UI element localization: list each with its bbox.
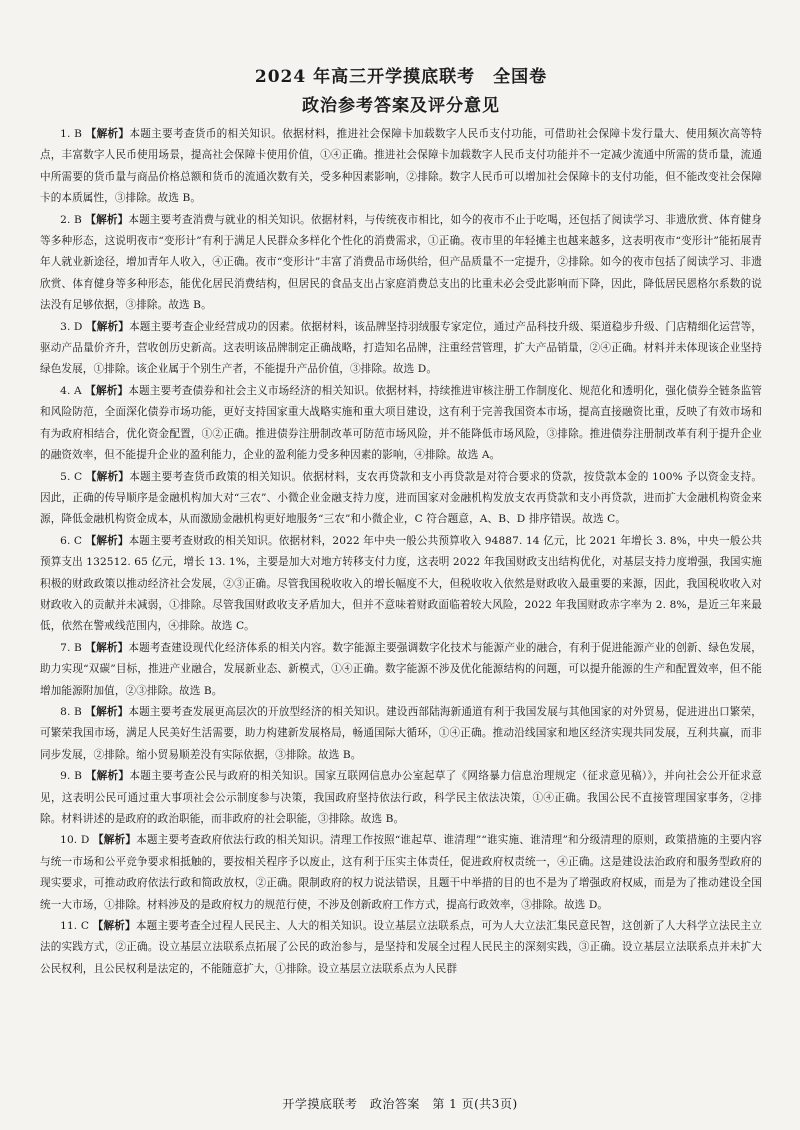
analysis-tag: 【解析】 — [86, 320, 129, 333]
analysis-text: 本题主要考查政府依法行政的相关知识。清理工作按照“谁起草、谁清理”“谁实施、谁清理”和分级清理的原则，政策措施的主要内容与统一市场和公平竞争要求相抵触的，要按相关程序予以废止，这有利于压实主体责任，促进政府权责统一，④正确。这是建设法治政府和服务型政府的现实要求，可推动政府依法行政和简政放权，②正确。限制政府的权力说法错误，且题干中举措的目的也不是为了增强政府权威，而是为了推动建设全国统一大市场，①排除。材料涉及的是政府权力的规范行使，不涉及创新政府工作方式，提高行政效率，③排除。故选 D。 — [40, 834, 762, 911]
analysis-text: 本题主要考查债券和社会主义市场经济的相关知识。依据材料，持续推进审核注册工作制度化、规范化和透明化，强化债券全链条监管和风险防范，全面深化债券市场功能，更好支持国家重大战略实施和重大项目建设，这有利于完善我国资本市场，提高直接融资比重，反映了有效市场和有为政府相结合，优化资金配置，①②正确。推进债券注册制改革可防范市场风险，并不能降低市场风险，③排除。推进债券注册制改革有利于提升企业的融资效率，但不能提升企业的盈利能力，企业的盈利能力受多种因素的影响，④排除。故选 A。 — [40, 384, 763, 462]
answer-item-5 — [40, 467, 762, 531]
answer-item-11 — [40, 916, 762, 980]
answer-number: 2. B — [60, 213, 82, 226]
answer-item-6 — [40, 531, 762, 638]
analysis-text: 本题主要考查货币的相关知识。依据材料，推进社会保障卡加载数字人民币支付功能，可借助社会保障卡发行量大、使用频次高等特点，丰富数字人民币使用场景，提高社会保障卡使用价值，①④正确。推进社会保障卡加载数字人民币支付功能并不一定减少流通中所需的货币量，流通中所需要的货币量与商品价格总额和货币的流通次数有关，受多种因素影响，②排除。数字人民币可以增加社会保障卡的支付功能，但不能改变社会保障卡的本质属性，③排除。故选 B。 — [40, 128, 763, 205]
analysis-tag: 【解析】 — [85, 641, 129, 654]
answer-number: 8. B — [60, 705, 82, 718]
analysis-tag: 【解析】 — [85, 534, 129, 547]
answer-number: 1. B — [60, 128, 83, 140]
answer-item-2 — [40, 210, 762, 317]
answer-item-9 — [40, 766, 762, 830]
analysis-tag: 【解析】 — [85, 128, 130, 140]
answer-number: 6. C — [60, 534, 83, 547]
answer-number: 4. A — [60, 384, 82, 397]
page-subtitle: 政治参考答案及评分意见 — [302, 96, 500, 116]
answer-item-7 — [40, 638, 762, 702]
answer-item-4 — [40, 381, 762, 467]
analysis-text: 本题主要考查全过程人民民主、人大的相关知识。设立基层立法联系点，可为人大立法汇集民意民智，这创新了人大科学立法民主立法的实践方式，②正确。设立基层立法联系点拓展了公民的政治参与，是坚持和发展全过程人民民主的深刻实践，③正确。设立基层立法联系点并未扩大公民权利，且公民权利是法定的，不能随意扩大，①排除。设立基层立法联系点为人民群 — [40, 920, 763, 975]
analysis-tag: 【解析】 — [92, 920, 136, 933]
answer-number: 10. D — [60, 834, 90, 847]
analysis-text: 本题主要考查企业经营成功的因素。依据材料，该品牌坚持羽绒服专家定位，通过产品科技升级、渠道稳步升级、门店精细化运营等，驱动产品量价齐升，营收创历史新高。这表明该品牌制定正确战略，打造知名品牌，注重经营管理，扩大产品销量，②④正确。材料并未体现该企业坚持绿色发展，①排除。该企业属于个别生产者，不能提升产品价值，③排除。故选 D。 — [40, 320, 762, 376]
answer-number: 11. C — [60, 920, 90, 933]
analysis-tag: 【解析】 — [92, 834, 137, 847]
answer-item-10 — [40, 830, 762, 916]
analysis-text: 本题主要考查货币政策的相关知识。依据材料，支农再贷款和支小再贷款是对符合要求的贷款，按贷款本金的 100% 予以资金支持。因此，正确的传导顺序是金融机构加大对“三农”、小微企业金融支持力度，进而国家对金融机构发放支农再贷款和支小再贷款，进而扩大金融机构资金来源，降低金融机构资金成本，从而激励金融机构更好地服务“三农”和小微企业，C 符合题意，A、B、D 排序错误。故选 C。 — [40, 470, 763, 526]
analysis-text: 本题主要考查消费与就业的相关知识。依据材料，与传统夜市相比，如今的夜市不止于吃喝，还包括了阅读学习、非遗欣赏、体育健身等多种形态，这说明夜市“变形计”有利于满足人民群众多样化个性化的消费需求，①正确。夜市里的年轻摊主也越来越多，这表明夜市“变形计”能拓展青年人就业新途径，增加青年人收入，④正确。夜市“变形计”丰富了消费品市场供给，但产品质量不一定提升，②排除。如今的夜市包括了阅读学习、非遗欣赏、体育健身等多种形态，能优化居民消费结构，但居民的食品支出占家庭消费总支出的比重未必会受此影响而下降，因此，降低居民恩格尔系数的说法没有足够依据，③排除。故选 B。 — [40, 213, 762, 312]
page-title: 2024 年高三开学摸底联考 全国卷 — [254, 67, 548, 87]
analysis-tag: 【解析】 — [85, 213, 129, 226]
answer-item-1 — [40, 124, 762, 210]
answer-number: 5. C — [60, 470, 83, 483]
answer-number: 7. B — [60, 641, 82, 654]
analysis-text: 本题主要考查公民与政府的相关知识。国家互联网信息办公室起草了《网络暴力信息治理规定（征求意见稿）》，并向社会公开征求意见，这表明公民可通过重大事项社会公示制度参与决策，我国政府坚持依法行政，科学民主依法决策，①④正确。我国公民不直接管理国家事务，②排除。材料讲述的是政府的政治职能，而非政府的社会职能，③排除。故选 B。 — [40, 770, 763, 825]
analysis-tag: 【解析】 — [85, 770, 130, 783]
answer-number: 9. B — [60, 770, 82, 783]
analysis-tag: 【解析】 — [85, 384, 129, 397]
analysis-tag: 【解析】 — [85, 470, 130, 483]
analysis-text: 本题主要考查财政的相关知识。依据材料，2022 年中央一般公共预算收入 94887. 14 亿元，比 2021 年增长 3. 8%，中央一般公共预算支出 132512. 65 亿元，增长 13. 1%，主要是加大对地方转移支付力度，这表明 2022 年我国财政支出结构优化，对基层支持力度增强，我国实施积极的财政政策以推动经济社会发展，②③正确。尽管我国税收收入的增长幅度不大，但税收收入依然是财政收入最重要的来源，因此，我国税收收入对财政收入的贡献并未减弱，①排除。尽管我国财政收支矛盾加大，但并不意味着财政面临着较大风险，2022 年我国财政赤字率为 2. 8%，是近三年来最低，依然在警戒线范围内，④排除。故选 C。 — [40, 534, 762, 633]
answer-number: 3. D — [60, 320, 83, 333]
analysis-text: 本题考查建设现代化经济体系的相关内容。数字能源主要强调数字化技术与能源产业的融合，有利于促进能源产业的创新、绿色发展，助力实现“双碳”目标，推进产业融合，发展新业态、新模式，①④正确。数字能源不涉及优化能源结构的问题，可以提升能源的生产和配置效率，但不能增加能源附加值，②③排除。故选 B。 — [40, 641, 763, 697]
answer-item-8 — [40, 702, 762, 766]
answer-list — [40, 124, 762, 980]
page-footer: 开学摸底联考 政治答案 第 1 页(共3页) — [282, 1097, 518, 1111]
analysis-tag: 【解析】 — [85, 705, 129, 718]
analysis-text: 本题主要考查发展更高层次的开放型经济的相关知识。建设西部陆海新通道有利于我国发展与其他国家的对外贸易，促进进出口繁荣，可繁荣我国市场，满足人民美好生活需要，助力构建新发展格局，畅通国际大循环，①④正确。推动沿线国家和地区经济实现共同发展，互利共赢，而非同步发展，②排除。缩小贸易顺差没有实际依据，③排除。故选 B。 — [40, 705, 762, 761]
answer-item-3 — [40, 317, 762, 381]
